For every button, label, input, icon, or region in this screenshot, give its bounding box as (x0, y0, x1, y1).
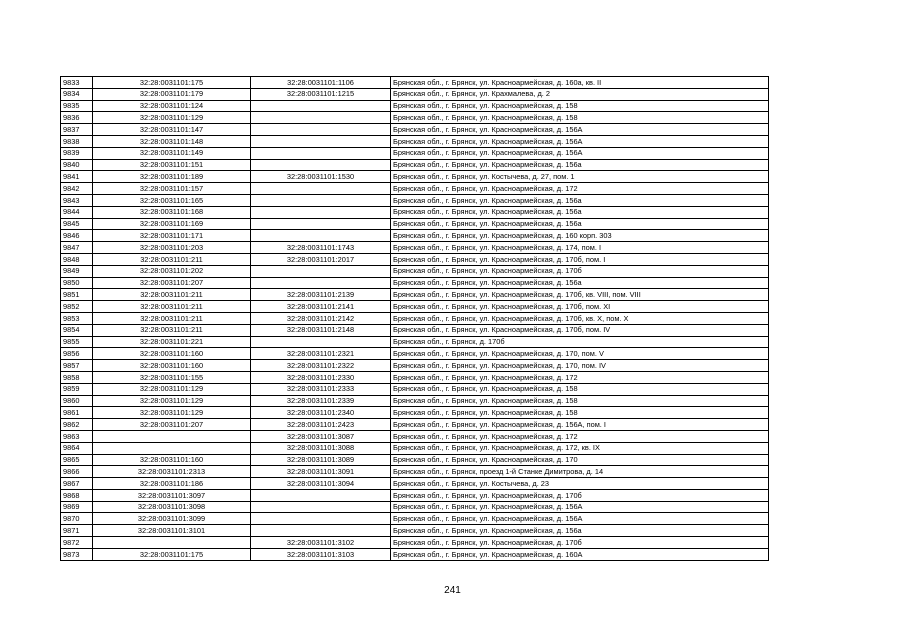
table-row (61, 371, 769, 383)
table-row (61, 194, 769, 206)
parcel-cadastral-number-cell: 32:28:0031101:175 (93, 548, 251, 560)
address-cell: Брянская обл., г. Брянск, ул. Красноармейская, д. 156а (391, 159, 769, 171)
object-cadastral-number-cell (251, 194, 391, 206)
parcel-cadastral-number-cell: 32:28:0031101:189 (93, 171, 251, 183)
table-row (61, 301, 769, 313)
parcel-cadastral-number-cell: 32:28:0031101:168 (93, 206, 251, 218)
parcel-cadastral-number-cell: 32:28:0031101:221 (93, 336, 251, 348)
address-cell: Брянская обл., г. Брянск, ул. Красноармейская, д. 156А, пом. I (391, 419, 769, 431)
row-number-cell: 9858 (61, 371, 93, 383)
row-number-cell: 9870 (61, 513, 93, 525)
table-row (61, 442, 769, 454)
row-number-cell: 9873 (61, 548, 93, 560)
row-number-cell: 9863 (61, 430, 93, 442)
table-row (61, 312, 769, 324)
table-row (61, 513, 769, 525)
object-cadastral-number-cell: 32:28:0031101:1530 (251, 171, 391, 183)
object-cadastral-number-cell: 32:28:0031101:2423 (251, 419, 391, 431)
row-number-cell: 9851 (61, 289, 93, 301)
table-row (61, 183, 769, 195)
row-number-cell: 9840 (61, 159, 93, 171)
table-row (61, 253, 769, 265)
object-cadastral-number-cell: 32:28:0031101:2340 (251, 407, 391, 419)
object-cadastral-number-cell: 32:28:0031101:2148 (251, 324, 391, 336)
object-cadastral-number-cell: 32:28:0031101:3103 (251, 548, 391, 560)
parcel-cadastral-number-cell: 32:28:0031101:129 (93, 407, 251, 419)
table-row (61, 537, 769, 549)
parcel-cadastral-number-cell: 32:28:0031101:157 (93, 183, 251, 195)
parcel-cadastral-number-cell: 32:28:0031101:165 (93, 194, 251, 206)
parcel-cadastral-number-cell: 32:28:0031101:211 (93, 324, 251, 336)
table-row (61, 218, 769, 230)
table-row (61, 147, 769, 159)
row-number-cell: 9834 (61, 88, 93, 100)
parcel-cadastral-number-cell: 32:28:0031101:160 (93, 360, 251, 372)
page-number: 241 (444, 585, 461, 596)
table-row (61, 501, 769, 513)
address-cell: Брянская обл., г. Брянск, ул. Красноармейская, д. 170б (391, 537, 769, 549)
object-cadastral-number-cell (251, 135, 391, 147)
parcel-cadastral-number-cell: 32:28:0031101:186 (93, 478, 251, 490)
row-number-cell: 9865 (61, 454, 93, 466)
object-cadastral-number-cell: 32:28:0031101:3094 (251, 478, 391, 490)
parcel-cadastral-number-cell: 32:28:0031101:129 (93, 383, 251, 395)
object-cadastral-number-cell: 32:28:0031101:2321 (251, 348, 391, 360)
object-cadastral-number-cell (251, 265, 391, 277)
parcel-cadastral-number-cell: 32:28:0031101:207 (93, 419, 251, 431)
object-cadastral-number-cell (251, 525, 391, 537)
row-number-cell: 9871 (61, 525, 93, 537)
table-row (61, 135, 769, 147)
address-cell: Брянская обл., г. Брянск, ул. Красноармейская, д. 170б, пом. IV (391, 324, 769, 336)
parcel-cadastral-number-cell: 32:28:0031101:147 (93, 124, 251, 136)
parcel-cadastral-number-cell: 32:28:0031101:179 (93, 88, 251, 100)
parcel-cadastral-number-cell: 32:28:0031101:151 (93, 159, 251, 171)
row-number-cell: 9855 (61, 336, 93, 348)
parcel-cadastral-number-cell: 32:28:0031101:171 (93, 230, 251, 242)
address-cell: Брянская обл., г. Брянск, ул. Красноармейская, д. 172, кв. IX (391, 442, 769, 454)
address-cell: Брянская обл., г. Брянск, ул. Костычева, д. 23 (391, 478, 769, 490)
object-cadastral-number-cell (251, 147, 391, 159)
address-cell: Брянская обл., г. Брянск, ул. Красноармейская, д. 156а (391, 525, 769, 537)
table-row (61, 348, 769, 360)
row-number-cell: 9847 (61, 242, 93, 254)
address-cell: Брянская обл., г. Брянск, ул. Красноармейская, д. 156А (391, 124, 769, 136)
table-row (61, 206, 769, 218)
parcel-cadastral-number-cell: 32:28:0031101:155 (93, 371, 251, 383)
parcel-cadastral-number-cell: 32:28:0031101:160 (93, 348, 251, 360)
address-cell: Брянская обл., г. Брянск, ул. Красноармейская, д. 172 (391, 430, 769, 442)
table-row (61, 159, 769, 171)
address-cell: Брянская обл., г. Брянск, ул. Красноармейская, д. 170б, кв. X, пом. X (391, 312, 769, 324)
parcel-cadastral-number-cell: 32:28:0031101:129 (93, 112, 251, 124)
object-cadastral-number-cell (251, 230, 391, 242)
row-number-cell: 9833 (61, 77, 93, 89)
table-row (61, 242, 769, 254)
row-number-cell: 9835 (61, 100, 93, 112)
object-cadastral-number-cell: 32:28:0031101:1743 (251, 242, 391, 254)
address-cell: Брянская обл., г. Брянск, проезд 1-й Станке Димитрова, д. 14 (391, 466, 769, 478)
row-number-cell: 9854 (61, 324, 93, 336)
parcel-cadastral-number-cell: 32:28:0031101:3097 (93, 489, 251, 501)
table-row (61, 478, 769, 490)
parcel-cadastral-number-cell: 32:28:0031101:3101 (93, 525, 251, 537)
table-row (61, 289, 769, 301)
object-cadastral-number-cell: 32:28:0031101:3091 (251, 466, 391, 478)
object-cadastral-number-cell (251, 100, 391, 112)
table-row (61, 324, 769, 336)
address-cell: Брянская обл., г. Брянск, ул. Красноармейская, д. 158 (391, 100, 769, 112)
object-cadastral-number-cell: 32:28:0031101:2017 (251, 253, 391, 265)
table-row (61, 77, 769, 89)
row-number-cell: 9849 (61, 265, 93, 277)
parcel-cadastral-number-cell: 32:28:0031101:148 (93, 135, 251, 147)
object-cadastral-number-cell: 32:28:0031101:2141 (251, 301, 391, 313)
row-number-cell: 9861 (61, 407, 93, 419)
cadastral-table (60, 76, 769, 561)
object-cadastral-number-cell: 32:28:0031101:2333 (251, 383, 391, 395)
address-cell: Брянская обл., г. Брянск, ул. Красноармейская, д. 170б (391, 489, 769, 501)
address-cell: Брянская обл., г. Брянск, ул. Красноармейская, д. 170 (391, 454, 769, 466)
row-number-cell: 9864 (61, 442, 93, 454)
table-row (61, 230, 769, 242)
row-number-cell: 9850 (61, 277, 93, 289)
parcel-cadastral-number-cell: 32:28:0031101:3098 (93, 501, 251, 513)
table-row (61, 430, 769, 442)
object-cadastral-number-cell (251, 112, 391, 124)
row-number-cell: 9845 (61, 218, 93, 230)
row-number-cell: 9868 (61, 489, 93, 501)
parcel-cadastral-number-cell: 32:28:0031101:160 (93, 454, 251, 466)
table-row (61, 265, 769, 277)
object-cadastral-number-cell (251, 159, 391, 171)
parcel-cadastral-number-cell: 32:28:0031101:124 (93, 100, 251, 112)
row-number-cell: 9857 (61, 360, 93, 372)
object-cadastral-number-cell: 32:28:0031101:2322 (251, 360, 391, 372)
address-cell: Брянская обл., г. Брянск, ул. Красноармейская, д. 160а, кв. II (391, 77, 769, 89)
address-cell: Брянская обл., г. Брянск, ул. Красноармейская, д. 158 (391, 407, 769, 419)
table-row (61, 419, 769, 431)
table-row (61, 489, 769, 501)
address-cell: Брянская обл., г. Брянск, ул. Красноармейская, д. 158 (391, 383, 769, 395)
row-number-cell: 9842 (61, 183, 93, 195)
cadastral-table-body (61, 77, 769, 561)
row-number-cell: 9852 (61, 301, 93, 313)
table-row (61, 88, 769, 100)
address-cell: Брянская обл., г. Брянск, ул. Красноармейская, д. 158 (391, 395, 769, 407)
address-cell: Брянская обл., г. Брянск, ул. Красноармейская, д. 156А (391, 135, 769, 147)
address-cell: Брянская обл., г. Брянск, ул. Красноармейская, д. 158 (391, 112, 769, 124)
address-cell: Брянская обл., г. Брянск, ул. Красноармейская, д. 172 (391, 183, 769, 195)
row-number-cell: 9838 (61, 135, 93, 147)
object-cadastral-number-cell (251, 336, 391, 348)
parcel-cadastral-number-cell: 32:28:0031101:203 (93, 242, 251, 254)
address-cell: Брянская обл., г. Брянск, ул. Красноармейская, д. 156А (391, 501, 769, 513)
table-row (61, 336, 769, 348)
address-cell: Брянская обл., г. Брянск, ул. Красноармейская, д. 170б, пом. I (391, 253, 769, 265)
parcel-cadastral-number-cell: 32:28:0031101:149 (93, 147, 251, 159)
table-row (61, 100, 769, 112)
parcel-cadastral-number-cell (93, 442, 251, 454)
address-cell: Брянская обл., г. Брянск, ул. Красноармейская, д. 170, пом. V (391, 348, 769, 360)
table-row (61, 124, 769, 136)
object-cadastral-number-cell: 32:28:0031101:1106 (251, 77, 391, 89)
address-cell: Брянская обл., г. Брянск, ул. Красноармейская, д. 170б, кв. VIII, пом. VIII (391, 289, 769, 301)
parcel-cadastral-number-cell: 32:28:0031101:129 (93, 395, 251, 407)
address-cell: Брянская обл., г. Брянск, ул. Красноармейская, д. 172 (391, 371, 769, 383)
address-cell: Брянская обл., г. Брянск, ул. Костычева, д. 27, пом. 1 (391, 171, 769, 183)
row-number-cell: 9869 (61, 501, 93, 513)
parcel-cadastral-number-cell: 32:28:0031101:202 (93, 265, 251, 277)
table-row (61, 112, 769, 124)
address-cell: Брянская обл., г. Брянск, ул. Красноармейская, д. 156а (391, 277, 769, 289)
address-cell: Брянская обл., г. Брянск, ул. Красноармейская, д. 170б (391, 265, 769, 277)
parcel-cadastral-number-cell: 32:28:0031101:2313 (93, 466, 251, 478)
row-number-cell: 9862 (61, 419, 93, 431)
row-number-cell: 9837 (61, 124, 93, 136)
table-row (61, 360, 769, 372)
object-cadastral-number-cell (251, 489, 391, 501)
address-cell: Брянская обл., г. Брянск, ул. Красноармейская, д. 156а (391, 218, 769, 230)
table-row (61, 277, 769, 289)
address-cell: Брянская обл., г. Брянск, ул. Крахмалева, д. 2 (391, 88, 769, 100)
row-number-cell: 9853 (61, 312, 93, 324)
object-cadastral-number-cell (251, 218, 391, 230)
table-row (61, 525, 769, 537)
row-number-cell: 9856 (61, 348, 93, 360)
object-cadastral-number-cell: 32:28:0031101:2339 (251, 395, 391, 407)
object-cadastral-number-cell (251, 513, 391, 525)
parcel-cadastral-number-cell: 32:28:0031101:211 (93, 289, 251, 301)
table-row (61, 171, 769, 183)
object-cadastral-number-cell (251, 206, 391, 218)
row-number-cell: 9867 (61, 478, 93, 490)
parcel-cadastral-number-cell: 32:28:0031101:207 (93, 277, 251, 289)
object-cadastral-number-cell: 32:28:0031101:2142 (251, 312, 391, 324)
object-cadastral-number-cell: 32:28:0031101:1215 (251, 88, 391, 100)
table-row (61, 395, 769, 407)
row-number-cell: 9843 (61, 194, 93, 206)
object-cadastral-number-cell: 32:28:0031101:2139 (251, 289, 391, 301)
row-number-cell: 9839 (61, 147, 93, 159)
table-row (61, 466, 769, 478)
parcel-cadastral-number-cell: 32:28:0031101:211 (93, 301, 251, 313)
table-row (61, 548, 769, 560)
object-cadastral-number-cell: 32:28:0031101:3087 (251, 430, 391, 442)
address-cell: Брянская обл., г. Брянск, ул. Красноармейская, д. 160А (391, 548, 769, 560)
parcel-cadastral-number-cell: 32:28:0031101:211 (93, 253, 251, 265)
table-row (61, 407, 769, 419)
parcel-cadastral-number-cell: 32:28:0031101:3099 (93, 513, 251, 525)
address-cell: Брянская обл., г. Брянск, ул. Красноармейская, д. 156А (391, 513, 769, 525)
table-row (61, 383, 769, 395)
object-cadastral-number-cell: 32:28:0031101:3088 (251, 442, 391, 454)
address-cell: Брянская обл., г. Брянск, ул. Красноармейская, д. 170б, пом. XI (391, 301, 769, 313)
row-number-cell: 9848 (61, 253, 93, 265)
object-cadastral-number-cell (251, 183, 391, 195)
object-cadastral-number-cell: 32:28:0031101:3102 (251, 537, 391, 549)
address-cell: Брянская обл., г. Брянск, ул. Красноармейская, д. 160 корп. 303 (391, 230, 769, 242)
address-cell: Брянская обл., г. Брянск, ул. Красноармейская, д. 170, пом. IV (391, 360, 769, 372)
parcel-cadastral-number-cell: 32:28:0031101:169 (93, 218, 251, 230)
object-cadastral-number-cell: 32:28:0031101:3089 (251, 454, 391, 466)
row-number-cell: 9841 (61, 171, 93, 183)
address-cell: Брянская обл., г. Брянск, ул. Красноармейская, д. 156А (391, 147, 769, 159)
object-cadastral-number-cell (251, 277, 391, 289)
address-cell: Брянская обл., г. Брянск, ул. Красноармейская, д. 174, пом. I (391, 242, 769, 254)
row-number-cell: 9872 (61, 537, 93, 549)
object-cadastral-number-cell (251, 501, 391, 513)
row-number-cell: 9866 (61, 466, 93, 478)
address-cell: Брянская обл., г. Брянск, ул. Красноармейская, д. 156а (391, 206, 769, 218)
parcel-cadastral-number-cell (93, 430, 251, 442)
address-cell: Брянская обл., г. Брянск, ул. Красноармейская, д. 156а (391, 194, 769, 206)
row-number-cell: 9836 (61, 112, 93, 124)
parcel-cadastral-number-cell (93, 537, 251, 549)
address-cell: Брянская обл., г. Брянск, д. 170б (391, 336, 769, 348)
row-number-cell: 9844 (61, 206, 93, 218)
object-cadastral-number-cell: 32:28:0031101:2330 (251, 371, 391, 383)
table-row (61, 454, 769, 466)
row-number-cell: 9859 (61, 383, 93, 395)
row-number-cell: 9860 (61, 395, 93, 407)
object-cadastral-number-cell (251, 124, 391, 136)
parcel-cadastral-number-cell: 32:28:0031101:175 (93, 77, 251, 89)
parcel-cadastral-number-cell: 32:28:0031101:211 (93, 312, 251, 324)
row-number-cell: 9846 (61, 230, 93, 242)
